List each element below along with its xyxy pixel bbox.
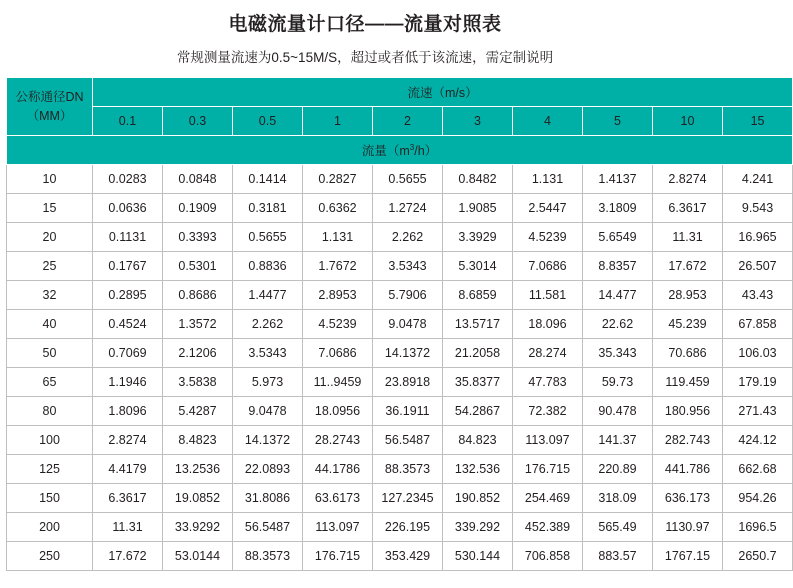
cell-flow: 1.131 [513,165,583,194]
cell-flow: 1.1946 [93,368,163,397]
cell-flow: 662.68 [723,455,793,484]
cell-flow: 17.672 [653,252,723,281]
cell-dn: 50 [7,339,93,368]
cell-flow: 1.7672 [303,252,373,281]
cell-flow: 1.131 [303,223,373,252]
cell-flow: 1767.15 [653,542,723,571]
cell-flow: 11.31 [93,513,163,542]
table-header [7,78,793,165]
cell-flow: 113.097 [513,426,583,455]
cell-flow: 0.1131 [93,223,163,252]
cell-flow: 353.429 [373,542,443,571]
cell-flow: 0.0283 [93,165,163,194]
cell-flow: 59.73 [583,368,653,397]
cell-flow: 31.8086 [233,484,303,513]
flow-comparison-table [6,77,793,571]
cell-flow: 2.262 [233,310,303,339]
table-row [7,542,793,571]
cell-dn: 65 [7,368,93,397]
cell-flow: 530.144 [443,542,513,571]
cell-flow: 0.0848 [163,165,233,194]
cell-flow: 0.4524 [93,310,163,339]
cell-flow: 5.973 [233,368,303,397]
cell-flow: 0.2895 [93,281,163,310]
cell-flow: 452.389 [513,513,583,542]
table-row [7,194,793,223]
cell-flow: 84.823 [443,426,513,455]
cell-flow: 8.6859 [443,281,513,310]
cell-flow: 63.6173 [303,484,373,513]
cell-flow: 5.3014 [443,252,513,281]
cell-flow: 226.195 [373,513,443,542]
cell-flow: 1.4137 [583,165,653,194]
cell-flow: 119.459 [653,368,723,397]
header-velocity-5: 5 [583,107,653,136]
table-row [7,339,793,368]
cell-flow: 1.9085 [443,194,513,223]
cell-flow: 0.6362 [303,194,373,223]
cell-flow: 88.3573 [373,455,443,484]
cell-flow: 14.477 [583,281,653,310]
cell-flow: 0.3181 [233,194,303,223]
header-velocity: 流速（m/s） [93,78,793,107]
cell-flow: 441.786 [653,455,723,484]
header-flow-rate [7,136,793,165]
cell-flow: 4.4179 [93,455,163,484]
cell-flow: 1696.5 [723,513,793,542]
cell-flow: 0.5655 [373,165,443,194]
cell-flow: 8.4823 [163,426,233,455]
cell-flow: 14.1372 [233,426,303,455]
cell-flow: 3.1809 [583,194,653,223]
cell-flow: 113.097 [303,513,373,542]
cell-flow: 282.743 [653,426,723,455]
cell-flow: 4.241 [723,165,793,194]
cell-flow: 2650.7 [723,542,793,571]
cell-flow: 11.31 [653,223,723,252]
cell-flow: 0.0636 [93,194,163,223]
cell-flow: 3.5838 [163,368,233,397]
cell-flow: 14.1372 [373,339,443,368]
cell-flow: 9.0478 [373,310,443,339]
table-row [7,368,793,397]
cell-dn: 10 [7,165,93,194]
header-flow-sup: 3 [409,142,415,152]
cell-flow: 1.3572 [163,310,233,339]
cell-flow: 0.8482 [443,165,513,194]
cell-flow: 318.09 [583,484,653,513]
header-velocity-4: 4 [513,107,583,136]
header-velocity-0.3: 0.3 [163,107,233,136]
cell-flow: 7.0686 [513,252,583,281]
cell-flow: 67.858 [723,310,793,339]
cell-dn: 125 [7,455,93,484]
cell-flow: 6.3617 [653,194,723,223]
cell-flow: 28.274 [513,339,583,368]
table-row [7,281,793,310]
cell-flow: 254.469 [513,484,583,513]
cell-flow: 3.5343 [233,339,303,368]
cell-dn: 200 [7,513,93,542]
cell-dn: 250 [7,542,93,571]
cell-flow: 16.965 [723,223,793,252]
cell-flow: 5.6549 [583,223,653,252]
cell-dn: 32 [7,281,93,310]
cell-flow: 5.7906 [373,281,443,310]
header-flow-prefix: 流量（m [361,144,410,158]
table-row [7,252,793,281]
cell-flow: 54.2867 [443,397,513,426]
cell-flow: 17.672 [93,542,163,571]
cell-dn: 100 [7,426,93,455]
cell-flow: 0.1767 [93,252,163,281]
cell-flow: 179.19 [723,368,793,397]
cell-flow: 56.5487 [373,426,443,455]
cell-flow: 7.0686 [303,339,373,368]
cell-flow: 883.57 [583,542,653,571]
table-row [7,484,793,513]
cell-flow: 28.953 [653,281,723,310]
cell-flow: 13.2536 [163,455,233,484]
cell-flow: 2.8274 [93,426,163,455]
header-velocity-15: 15 [723,107,793,136]
table-row [7,165,793,194]
header-velocity-2: 2 [373,107,443,136]
cell-flow: 6.3617 [93,484,163,513]
cell-flow: 53.0144 [163,542,233,571]
cell-flow: 47.783 [513,368,583,397]
header-dn-line2: （MM） [26,108,73,123]
cell-flow: 56.5487 [233,513,303,542]
cell-flow: 21.2058 [443,339,513,368]
header-dn-line1: 公称通径DN [15,90,84,105]
cell-dn: 15 [7,194,93,223]
cell-flow: 636.173 [653,484,723,513]
cell-flow: 4.5239 [303,310,373,339]
cell-flow: 33.9292 [163,513,233,542]
cell-flow: 0.7069 [93,339,163,368]
cell-flow: 26.507 [723,252,793,281]
table-row [7,513,793,542]
cell-flow: 954.26 [723,484,793,513]
cell-flow: 127.2345 [373,484,443,513]
cell-flow: 18.096 [513,310,583,339]
cell-flow: 0.5301 [163,252,233,281]
cell-flow: 43.43 [723,281,793,310]
cell-flow: 1130.97 [653,513,723,542]
cell-flow: 1.8096 [93,397,163,426]
cell-flow: 5.4287 [163,397,233,426]
cell-flow: 0.1909 [163,194,233,223]
cell-flow: 8.8357 [583,252,653,281]
table-row [7,426,793,455]
cell-flow: 190.852 [443,484,513,513]
header-velocity-3: 3 [443,107,513,136]
cell-flow: 271.43 [723,397,793,426]
table-row [7,455,793,484]
cell-flow: 3.3929 [443,223,513,252]
header-velocity-values-row [7,107,793,136]
cell-flow: 35.343 [583,339,653,368]
cell-flow: 72.382 [513,397,583,426]
cell-flow: 1.4477 [233,281,303,310]
cell-flow: 22.0893 [233,455,303,484]
cell-flow: 2.8274 [653,165,723,194]
cell-flow: 19.0852 [163,484,233,513]
cell-flow: 36.1911 [373,397,443,426]
cell-flow: 1.2724 [373,194,443,223]
cell-flow: 28.2743 [303,426,373,455]
header-flow-row [7,136,793,165]
cell-flow: 180.956 [653,397,723,426]
table-row [7,397,793,426]
header-velocity-1: 1 [303,107,373,136]
cell-flow: 706.858 [513,542,583,571]
cell-dn: 150 [7,484,93,513]
cell-flow: 0.8686 [163,281,233,310]
cell-flow: 424.12 [723,426,793,455]
cell-flow: 0.5655 [233,223,303,252]
cell-flow: 90.478 [583,397,653,426]
cell-flow: 22.62 [583,310,653,339]
cell-dn: 20 [7,223,93,252]
cell-flow: 3.5343 [373,252,443,281]
cell-flow: 565.49 [583,513,653,542]
cell-flow: 4.5239 [513,223,583,252]
cell-flow: 176.715 [303,542,373,571]
table-body [7,165,793,571]
cell-flow: 23.8918 [373,368,443,397]
page-title: 电磁流量计口径——流量对照表 [228,14,502,35]
cell-dn: 80 [7,397,93,426]
header-velocity-10: 10 [653,107,723,136]
cell-flow: 11.581 [513,281,583,310]
cell-flow: 2.8953 [303,281,373,310]
cell-flow: 2.5447 [513,194,583,223]
cell-flow: 88.3573 [233,542,303,571]
cell-flow: 18.0956 [303,397,373,426]
cell-flow: 0.8836 [233,252,303,281]
page-subtitle: 常规测量流速为0.5~15M/S，超过或者低于该流速，需定制说明 [176,50,554,65]
cell-flow: 339.292 [443,513,513,542]
cell-flow: 45.239 [653,310,723,339]
cell-flow: 11..9459 [303,368,373,397]
cell-flow: 2.262 [373,223,443,252]
cell-flow: 0.1414 [233,165,303,194]
cell-flow: 9.0478 [233,397,303,426]
table-row [7,223,793,252]
table-row [7,310,793,339]
cell-flow: 13.5717 [443,310,513,339]
cell-flow: 35.8377 [443,368,513,397]
cell-flow: 2.1206 [163,339,233,368]
header-nominal-diameter [7,78,93,136]
cell-flow: 220.89 [583,455,653,484]
cell-flow: 44.1786 [303,455,373,484]
cell-flow: 141.37 [583,426,653,455]
header-velocity-0.5: 0.5 [233,107,303,136]
cell-flow: 132.536 [443,455,513,484]
cell-flow: 70.686 [653,339,723,368]
cell-flow: 106.03 [723,339,793,368]
cell-flow: 176.715 [513,455,583,484]
cell-dn: 25 [7,252,93,281]
cell-dn: 40 [7,310,93,339]
cell-flow: 0.2827 [303,165,373,194]
header-flow-suffix: /h） [414,144,438,158]
cell-flow: 9.543 [723,194,793,223]
header-velocity-0.1: 0.1 [93,107,163,136]
cell-flow: 0.3393 [163,223,233,252]
